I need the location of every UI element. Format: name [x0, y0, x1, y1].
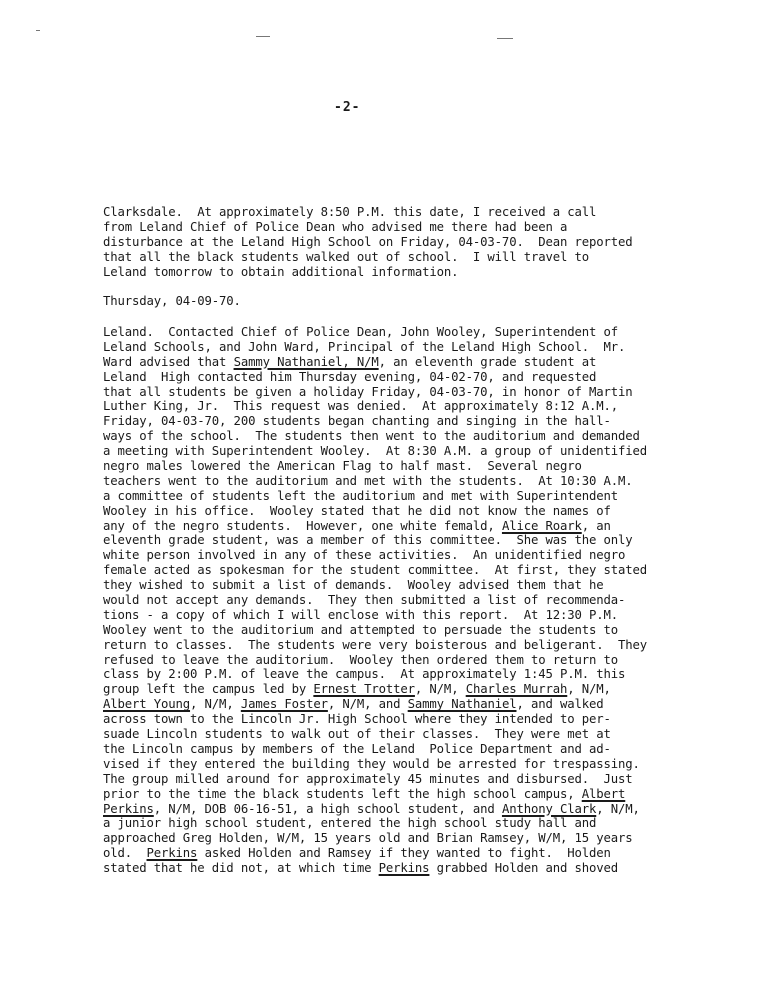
text-line: old. Perkins asked Holden and Ramsey if they wanted to fight. Holden — [103, 846, 611, 861]
text-line: Thursday, 04-09-70. — [103, 294, 241, 308]
underlined-name: Charles Murrah — [465, 682, 568, 697]
text-line: suade Lincoln students to walk out of their classes. They were met at — [103, 727, 611, 742]
underlined-name: Sammy Nathaniel, N/M — [233, 354, 379, 369]
text-line: Clarksdale. At approximately 8:50 P.M. this date, I received a call — [103, 205, 597, 219]
text-line: eleventh grade student, was a member of this committee. She was the only — [103, 533, 633, 548]
text-line: group left the campus led by Ernest Trotter, N/M, Charles Murrah, N/M, — [103, 682, 611, 697]
text-line: Luther King, Jr. This request was denied. At approximately 8:12 A.M., — [103, 399, 618, 414]
text-line: from Leland Chief of Police Dean who advised me there had been a — [103, 219, 568, 234]
text-line: disturbance at the Leland High School on Friday, 04-03-70. Dean reported — [103, 234, 633, 249]
text-line: return to classes. The students were very boisterous and beligerant. They — [103, 637, 648, 652]
scan-mark — [36, 30, 40, 31]
text-line: prior to the time the black students left the high school campus, Albert — [103, 786, 626, 801]
text-line: they wished to submit a list of demands. Wooley advised them that he — [103, 578, 604, 593]
text-line: class by 2:00 P.M. of leave the campus. At approximately 1:45 P.M. this — [103, 667, 626, 682]
scan-mark — [256, 36, 270, 37]
text-line: Wooley went to the auditorium and attempted to persuade the students to — [103, 622, 618, 637]
text-line: across town to the Lincoln Jr. High School where they intended to per- — [103, 712, 611, 727]
underlined-name: Albert Young — [103, 697, 191, 712]
text-line: a meeting with Superintendent Wooley. At 8:30 A.M. a group of unidentified — [103, 444, 648, 459]
text-line: Albert Young, N/M, James Foster, N/M, and Sammy Nathaniel, and walked — [103, 697, 604, 712]
text-line: a committee of students left the auditorium and met with Superintendent — [103, 488, 618, 503]
text-line: stated that he did not, at which time Perkins grabbed Holden and shoved — [103, 861, 619, 876]
text-line: vised if they entered the building they would be arrested for trespassing. — [103, 756, 640, 771]
underlined-name: James Foster — [240, 697, 328, 712]
text-line: that all the black students walked out of school. I will travel to — [103, 249, 589, 264]
text-line: would not accept any demands. They then submitted a list of recommenda- — [103, 593, 626, 608]
text-line: The group milled around for approximately 45 minutes and disbursed. Just — [103, 771, 633, 786]
text-line: the Lincoln campus by members of the Leland Police Department and ad- — [103, 741, 611, 756]
scan-mark — [497, 38, 513, 39]
text-line: Leland High contacted him Thursday evening, 04-02-70, and requested — [103, 369, 597, 384]
text-line: Wooley in his office. Wooley stated that he did not know the names of — [103, 503, 611, 518]
underlined-name: Albert — [581, 786, 626, 801]
underlined-name: Perkins — [378, 861, 430, 876]
text-line: Leland. Contacted Chief of Police Dean, John Wooley, Superintendent of — [103, 325, 618, 339]
underlined-name: Perkins — [103, 801, 154, 816]
text-line: Ward advised that Sammy Nathaniel, N/M, an eleventh grade student at — [103, 354, 597, 369]
text-line: negro males lowered the American Flag to half mast. Several negro — [103, 459, 582, 474]
text-line: approached Greg Holden, W/M, 15 years old and Brian Ramsey, W/M, 15 years — [103, 831, 633, 846]
text-line: tions - a copy of which I will enclose with this report. At 12:30 P.M. — [103, 607, 618, 622]
paragraph-intro — [103, 205, 703, 279]
text-line: Perkins, N/M, DOB 06-16-51, a high school student, and Anthony Clark, N/M, — [103, 801, 640, 816]
text-line: any of the negro students. However, one white femald, Alice Roark, an — [103, 518, 611, 533]
text-line: teachers went to the auditorium and met with the students. At 10:30 A.M. — [103, 473, 633, 488]
text-line: ways of the school. The students then went to the auditorium and demanded — [103, 429, 640, 444]
underlined-name: Perkins — [146, 846, 198, 861]
text-line: Friday, 04-03-70, 200 students began chanting and singing in the hall- — [103, 414, 611, 429]
underlined-name: Anthony Clark — [501, 801, 597, 816]
paragraph-date-heading — [103, 294, 703, 309]
underlined-name: Alice Roark — [501, 518, 582, 533]
text-line: Leland Schools, and John Ward, Principal of the Leland High School. Mr. — [103, 339, 626, 354]
text-line: Leland tomorrow to obtain additional information. — [103, 264, 459, 279]
text-line: a junior high school student, entered the high school study hall and — [103, 816, 597, 831]
text-line: white person involved in any of these activities. An unidentified negro — [103, 548, 626, 563]
text-line: female acted as spokesman for the student committee. At first, they stated — [103, 563, 648, 578]
paragraph-report — [103, 325, 703, 876]
page-number: -2- — [334, 100, 361, 115]
text-line: that all students be given a holiday Friday, 04-03-70, in honor of Martin — [103, 384, 633, 399]
underlined-name: Ernest Trotter — [313, 682, 415, 697]
text-line: refused to leave the auditorium. Wooley then ordered them to return to — [103, 652, 618, 667]
underlined-name: Sammy Nathaniel — [407, 697, 517, 712]
